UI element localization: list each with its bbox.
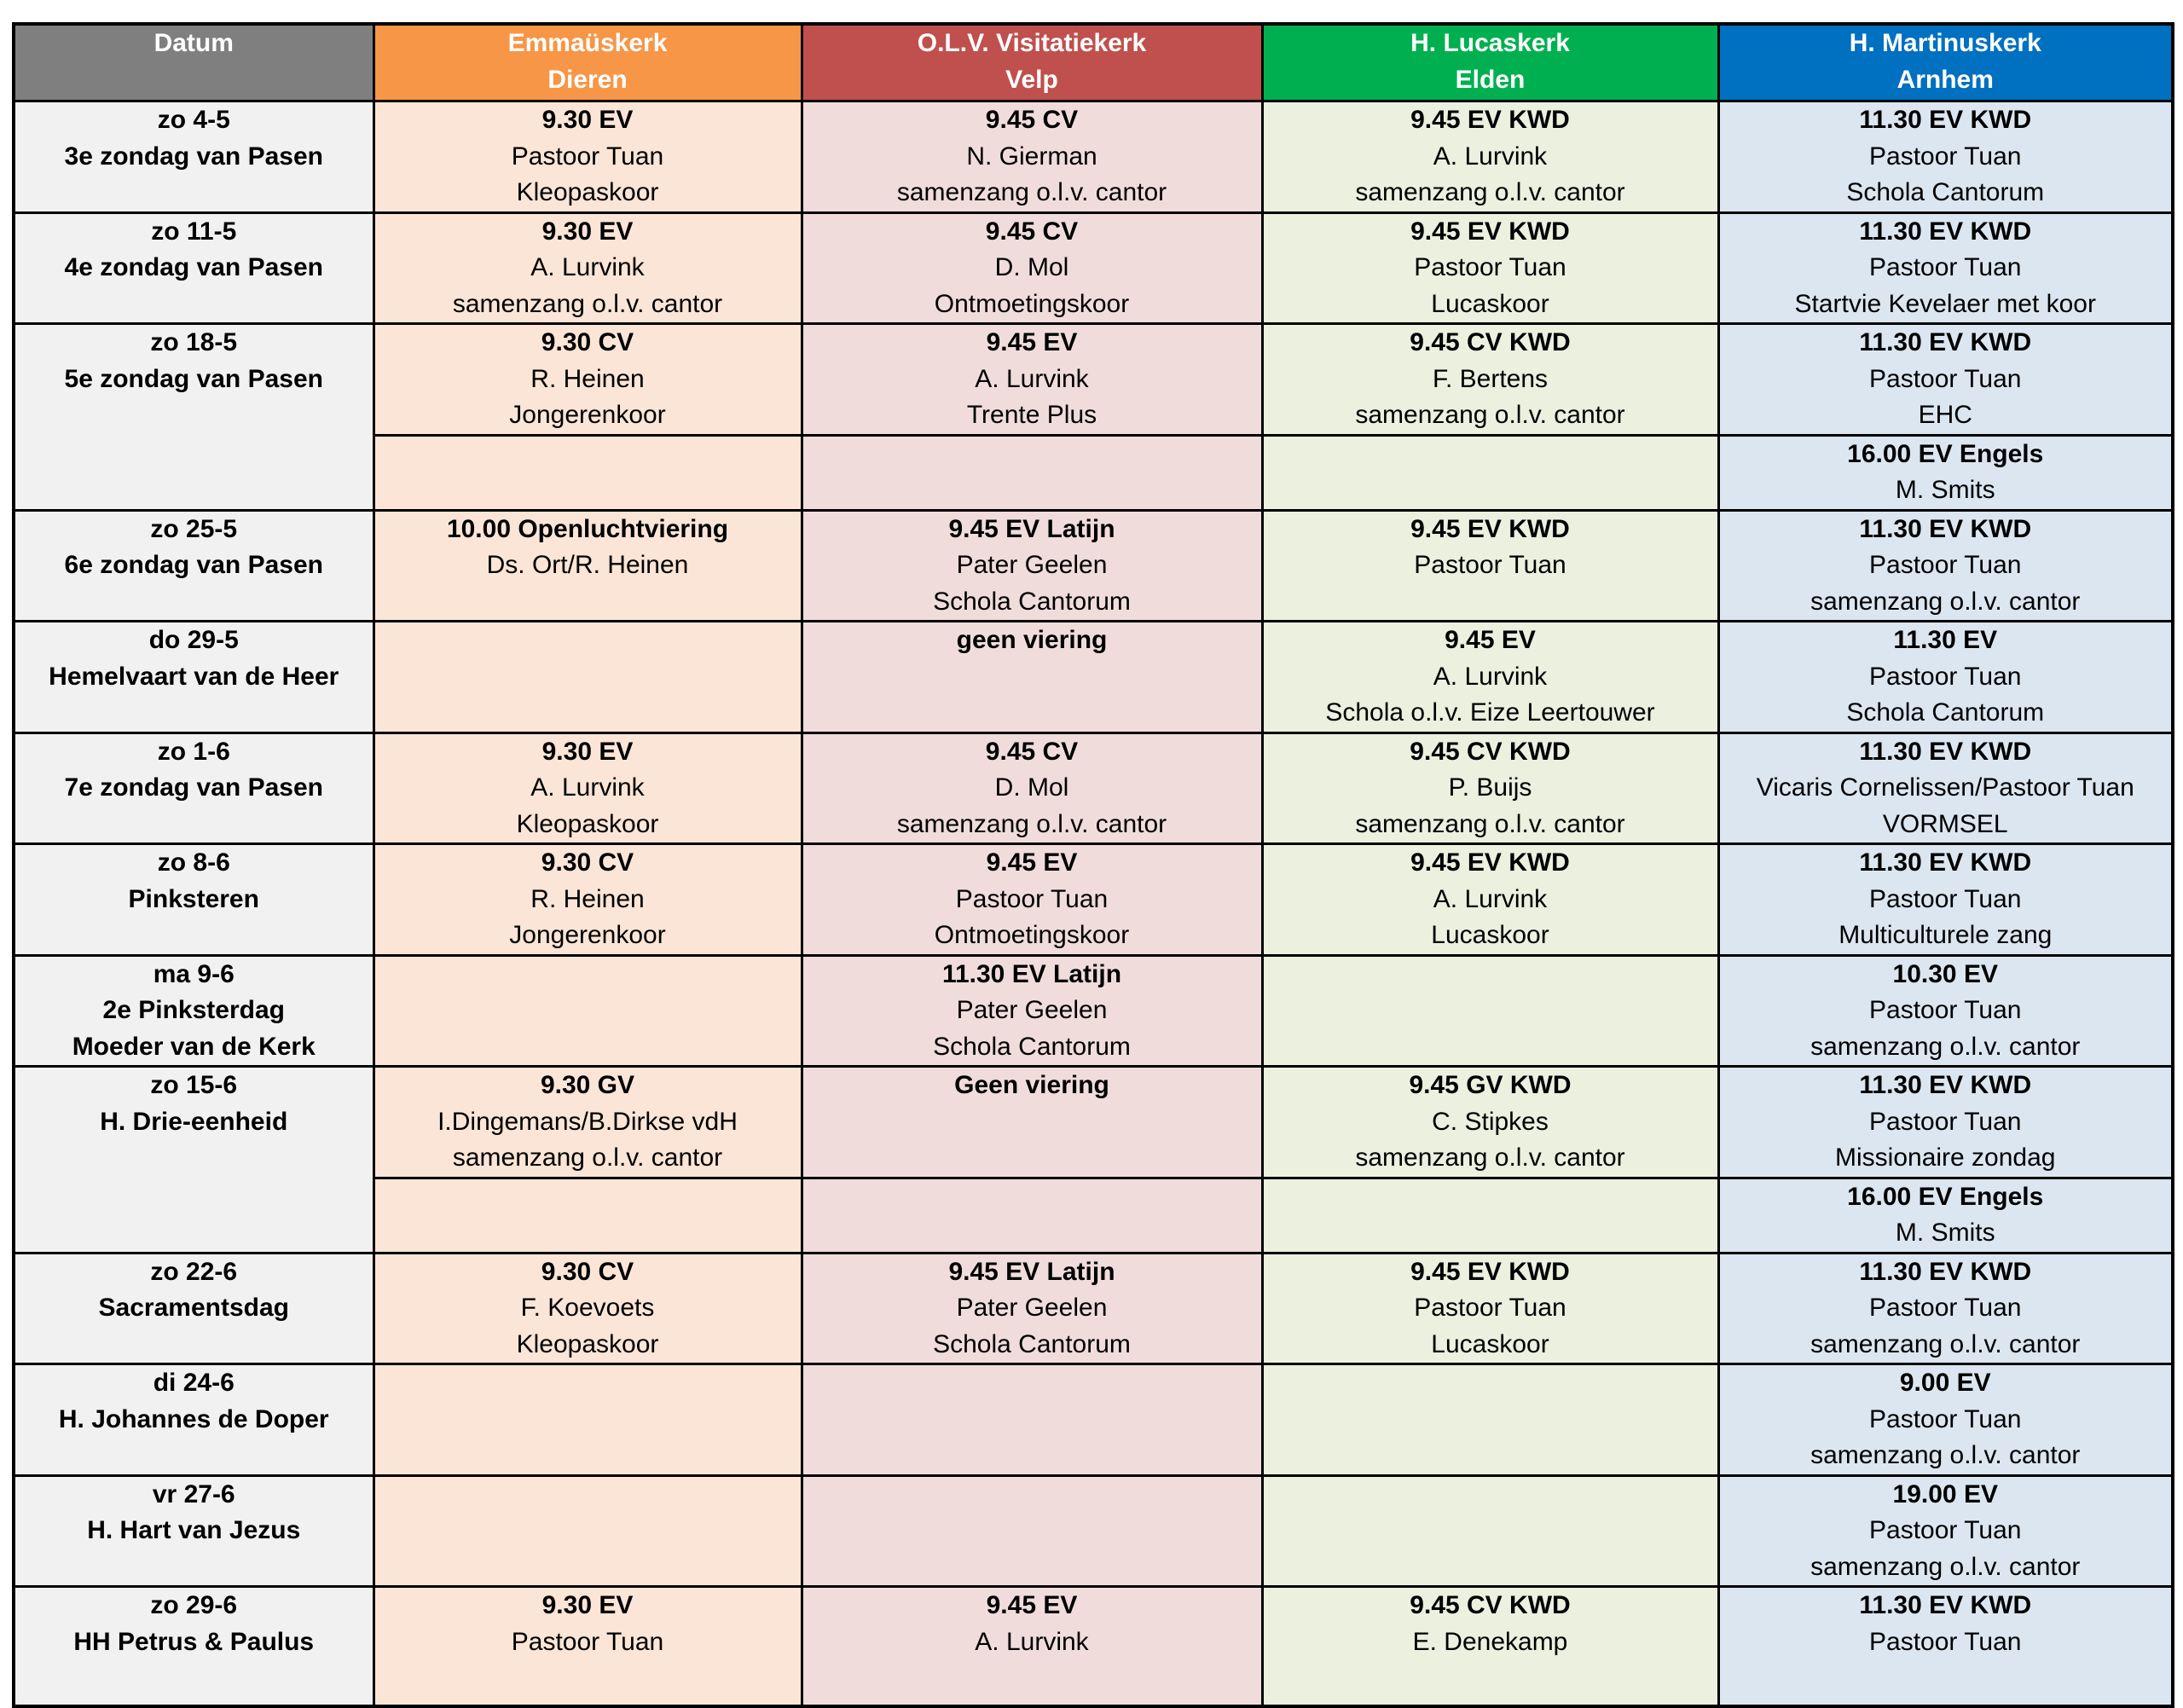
cell-line: Pastoor Tuan xyxy=(1869,142,2022,171)
date-cell xyxy=(14,1253,373,1364)
cell-line: Lucaskoor xyxy=(1431,289,1549,318)
cell-line: samenzang o.l.v. cantor xyxy=(1810,1329,2081,1358)
service-time: 11.30 EV KWD xyxy=(1859,1071,2032,1099)
service-time: 9.45 CV xyxy=(985,737,1079,766)
martinuskerk-cell xyxy=(1718,1067,2173,1178)
cell-line: Jongerenkoor xyxy=(509,921,666,949)
service-time: 9.45 EV Latijn xyxy=(948,1257,1115,1286)
service-time: 9.45 EV KWD xyxy=(1410,514,1570,543)
cell-line: A. Lurvink xyxy=(1433,662,1548,691)
martinuskerk-cell xyxy=(1718,101,2173,213)
cell-line: samenzang o.l.v. cantor xyxy=(1810,1032,2081,1061)
cell-line: samenzang o.l.v. cantor xyxy=(1810,1441,2081,1469)
cell-line: A. Lurvink xyxy=(975,1627,1089,1656)
cell-line: vr 27-6 xyxy=(152,1479,235,1508)
cell-line: H. Drie-eenheid xyxy=(100,1107,288,1136)
lucaskerk-cell xyxy=(1262,324,1718,436)
cell-line: samenzang o.l.v. cantor xyxy=(1355,178,1625,206)
cell-line: A. Lurvink xyxy=(530,253,645,281)
cell-line: 3e zondag van Pasen xyxy=(64,142,323,171)
cell-line: F. Koevoets xyxy=(520,1294,655,1322)
cell-line: Pastoor Tuan xyxy=(1869,884,2022,913)
cell-line: VORMSEL xyxy=(1882,809,2008,838)
cell-line: H. Johannes de Doper xyxy=(58,1404,329,1433)
header-place: Dieren xyxy=(547,65,628,94)
table-row xyxy=(14,622,2173,733)
lucaskerk-cell xyxy=(1262,510,1718,622)
martinuskerk-cell xyxy=(1718,1178,2173,1253)
lucaskerk-cell xyxy=(1262,732,1718,844)
service-time: 9.45 EV xyxy=(1445,626,1536,654)
service-time: 9.45 EV KWD xyxy=(1410,848,1570,877)
cell-line: zo 25-5 xyxy=(150,514,238,543)
service-time: 9.45 EV Latijn xyxy=(948,514,1115,543)
cell-line: Pastoor Tuan xyxy=(1869,364,2022,393)
service-time: 9.30 CV xyxy=(541,328,634,356)
header-place: Elden xyxy=(1455,65,1526,94)
cell-line: samenzang o.l.v. cantor xyxy=(896,809,1167,838)
date-cell xyxy=(14,510,373,622)
cell-line: zo 1-6 xyxy=(157,737,230,766)
table-row xyxy=(14,1475,2173,1587)
cell-line: Schola Cantorum xyxy=(1846,698,2045,727)
cell-line: Schola o.l.v. Eize Leertouwer xyxy=(1325,698,1655,727)
cell-line: samenzang o.l.v. cantor xyxy=(452,289,723,318)
service-time: 11.30 EV KWD xyxy=(1859,737,2032,766)
service-time: 11.30 EV KWD xyxy=(1859,328,2032,356)
date-cell xyxy=(14,101,373,213)
martinuskerk-cell xyxy=(1718,1364,2173,1476)
cell-line: A. Lurvink xyxy=(1433,142,1548,171)
date-cell xyxy=(14,955,373,1067)
martinuskerk-cell xyxy=(1718,324,2173,436)
cell-line: Pastoor Tuan xyxy=(1869,662,2022,691)
cell-line: Pastoor Tuan xyxy=(1869,551,2022,579)
cell-line: 5e zondag van Pasen xyxy=(64,364,323,393)
lucaskerk-cell xyxy=(1262,1364,1718,1476)
cell-line: Pastoor Tuan xyxy=(1869,1107,2022,1136)
martinuskerk-cell xyxy=(1718,1475,2173,1587)
cell-line: samenzang o.l.v. cantor xyxy=(1355,1143,1625,1172)
cell-line: ma 9-6 xyxy=(153,959,235,988)
cell-line: 4e zondag van Pasen xyxy=(64,253,323,281)
emmauskerk-cell xyxy=(373,1475,802,1587)
cell-line: Pastoor Tuan xyxy=(511,142,664,171)
martinuskerk-cell xyxy=(1718,955,2173,1067)
cell-line: Pastoor Tuan xyxy=(1869,996,2022,1024)
table-row xyxy=(14,101,2173,213)
olv-visitatiekerk-cell xyxy=(802,1067,1262,1178)
service-time: 9.45 EV KWD xyxy=(1410,106,1570,134)
cell-line: Kleopaskoor xyxy=(516,1329,659,1358)
cell-line: zo 15-6 xyxy=(150,1071,238,1099)
date-cell xyxy=(14,1364,373,1476)
cell-line: Pastoor Tuan xyxy=(1869,1404,2022,1433)
cell-line: zo 18-5 xyxy=(150,328,238,356)
date-cell xyxy=(14,324,373,511)
martinuskerk-cell xyxy=(1718,844,2173,956)
cell-line: M. Smits xyxy=(1895,476,1995,504)
cell-line: Pastoor Tuan xyxy=(1869,253,2022,281)
cell-line: samenzang o.l.v. cantor xyxy=(1810,587,2081,616)
martinuskerk-cell xyxy=(1718,622,2173,733)
service-time: 9.30 EV xyxy=(541,1591,634,1619)
cell-line: Sacramentsdag xyxy=(98,1294,289,1322)
service-time: 9.30 EV xyxy=(541,106,634,134)
cell-line: zo 4-5 xyxy=(157,106,230,134)
cell-line: 6e zondag van Pasen xyxy=(64,551,323,579)
cell-line: samenzang o.l.v. cantor xyxy=(896,178,1167,206)
header-emmauskerk xyxy=(373,24,802,101)
service-time: Geen viering xyxy=(954,1071,1109,1099)
service-time: 9.30 CV xyxy=(541,1257,634,1286)
header-place: Arnhem xyxy=(1896,65,1994,94)
cell-line: D. Mol xyxy=(994,253,1069,281)
service-time: 9.45 CV KWD xyxy=(1410,328,1571,356)
olv-visitatiekerk-cell xyxy=(802,1587,1262,1707)
cell-line: E. Denekamp xyxy=(1412,1627,1568,1656)
service-time: 9.45 GV KWD xyxy=(1409,1071,1572,1099)
service-time: 9.45 CV xyxy=(985,217,1079,246)
header-line: H. Lucaskerk xyxy=(1410,29,1570,57)
cell-line: Kleopaskoor xyxy=(516,178,659,206)
cell-line: 7e zondag van Pasen xyxy=(64,773,323,802)
martinuskerk-cell xyxy=(1718,435,2173,510)
service-time: 9.45 EV xyxy=(986,328,1078,356)
cell-line: zo 8-6 xyxy=(157,848,230,877)
cell-line: Pastoor Tuan xyxy=(1414,1294,1566,1322)
olv-visitatiekerk-cell xyxy=(802,510,1262,622)
cell-line: Pinksteren xyxy=(128,884,259,913)
emmauskerk-cell xyxy=(373,1178,802,1253)
cell-line: Pastoor Tuan xyxy=(955,884,1109,913)
emmauskerk-cell xyxy=(373,101,802,213)
olv-visitatiekerk-cell xyxy=(802,844,1262,956)
service-time: 11.30 EV KWD xyxy=(1859,1257,2032,1286)
service-time: 10.30 EV xyxy=(1892,959,1998,988)
table-row xyxy=(14,1067,2173,1178)
cell-line: Lucaskoor xyxy=(1431,1329,1549,1358)
cell-line: A. Lurvink xyxy=(1433,884,1548,913)
date-cell xyxy=(14,1587,373,1707)
date-cell xyxy=(14,1475,373,1587)
date-cell xyxy=(14,622,373,733)
cell-line: Kleopaskoor xyxy=(516,809,659,838)
martinuskerk-cell xyxy=(1718,732,2173,844)
emmauskerk-cell xyxy=(373,622,802,733)
cell-line: Jongerenkoor xyxy=(509,401,666,429)
lucaskerk-cell xyxy=(1262,101,1718,213)
service-time: 16.00 EV Engels xyxy=(1847,439,2044,468)
lucaskerk-cell xyxy=(1262,1067,1718,1178)
cell-line: Ontmoetingskoor xyxy=(934,921,1130,949)
lucaskerk-cell xyxy=(1262,1587,1718,1707)
service-time: 9.45 CV xyxy=(985,106,1079,134)
emmauskerk-cell xyxy=(373,435,802,510)
olv-visitatiekerk-cell xyxy=(802,212,1262,324)
cell-line: Startvie Kevelaer met koor xyxy=(1794,289,2096,318)
lucaskerk-cell xyxy=(1262,1253,1718,1364)
cell-line: R. Heinen xyxy=(530,884,645,913)
cell-line: R. Heinen xyxy=(530,364,645,393)
olv-visitatiekerk-cell xyxy=(802,101,1262,213)
olv-visitatiekerk-cell xyxy=(802,1475,1262,1587)
olv-visitatiekerk-cell xyxy=(802,732,1262,844)
service-time: 9.00 EV xyxy=(1899,1369,1991,1397)
service-time: 11.30 EV KWD xyxy=(1859,848,2032,877)
cell-line: Pastoor Tuan xyxy=(1414,551,1566,579)
martinuskerk-cell xyxy=(1718,1587,2173,1707)
lucaskerk-cell xyxy=(1262,212,1718,324)
cell-line: samenzang o.l.v. cantor xyxy=(1355,401,1625,429)
table-row xyxy=(14,732,2173,844)
table-row xyxy=(14,1253,2173,1364)
olv-visitatiekerk-cell xyxy=(802,955,1262,1067)
table-row xyxy=(14,1587,2173,1707)
service-time: 19.00 EV xyxy=(1892,1479,1998,1508)
cell-line: 2e Pinksterdag xyxy=(102,996,285,1024)
cell-line: Hemelvaart van de Heer xyxy=(49,662,339,691)
cell-line: N. Gierman xyxy=(966,142,1097,171)
cell-line: Moeder van de Kerk xyxy=(72,1032,316,1061)
service-time: 9.45 CV KWD xyxy=(1410,737,1571,766)
cell-line: Vicaris Cornelissen/Pastoor Tuan xyxy=(1756,773,2134,802)
emmauskerk-cell xyxy=(373,212,802,324)
cell-line: Schola Cantorum xyxy=(933,1032,1131,1061)
table-row xyxy=(14,212,2173,324)
cell-line: Pastoor Tuan xyxy=(1869,1627,2022,1656)
olv-visitatiekerk-cell xyxy=(802,1178,1262,1253)
cell-line: samenzang o.l.v. cantor xyxy=(452,1143,723,1172)
cell-line: P. Buijs xyxy=(1448,773,1532,802)
service-time: 9.30 CV xyxy=(541,848,634,877)
service-time: 11.30 EV KWD xyxy=(1859,1591,2032,1619)
cell-line: Schola Cantorum xyxy=(933,587,1131,616)
cell-line: M. Smits xyxy=(1895,1219,1995,1247)
emmauskerk-cell xyxy=(373,844,802,956)
cell-line: samenzang o.l.v. cantor xyxy=(1355,809,1625,838)
emmauskerk-cell xyxy=(373,955,802,1067)
cell-line: Schola Cantorum xyxy=(1846,178,2045,206)
service-time: 11.30 EV KWD xyxy=(1859,514,2032,543)
cell-line: Pater Geelen xyxy=(956,551,1108,579)
cell-line: A. Lurvink xyxy=(975,364,1089,393)
cell-line: zo 11-5 xyxy=(151,217,237,246)
header-olv-visitatiekerk xyxy=(802,24,1262,101)
olv-visitatiekerk-cell xyxy=(802,435,1262,510)
service-time: 9.45 EV KWD xyxy=(1410,1257,1570,1286)
lucaskerk-cell xyxy=(1262,955,1718,1067)
date-cell xyxy=(14,212,373,324)
header-place: Velp xyxy=(1005,65,1058,94)
cell-line: Pastoor Tuan xyxy=(511,1627,664,1656)
cell-line: A. Lurvink xyxy=(530,773,645,802)
martinuskerk-cell xyxy=(1718,1253,2173,1364)
service-time: 16.00 EV Engels xyxy=(1847,1182,2044,1211)
cell-line: Ontmoetingskoor xyxy=(934,289,1130,318)
lucaskerk-cell xyxy=(1262,844,1718,956)
olv-visitatiekerk-cell xyxy=(802,324,1262,436)
cell-line: Ds. Ort/R. Heinen xyxy=(486,551,689,579)
date-cell xyxy=(14,844,373,956)
cell-line: Pastoor Tuan xyxy=(1414,253,1566,281)
emmauskerk-cell xyxy=(373,732,802,844)
service-time: 11.30 EV KWD xyxy=(1859,106,2032,134)
header-line: O.L.V. Visitatiekerk xyxy=(917,29,1147,57)
cell-line: D. Mol xyxy=(994,773,1069,802)
table-row xyxy=(14,844,2173,956)
service-time: 9.45 EV KWD xyxy=(1410,217,1570,246)
header-line: H. Martinuskerk xyxy=(1849,29,2041,57)
cell-line: F. Bertens xyxy=(1432,364,1549,393)
lucaskerk-cell xyxy=(1262,622,1718,733)
cell-line: I.Dingemans/B.Dirkse vdH xyxy=(437,1107,738,1136)
emmauskerk-cell xyxy=(373,1364,802,1476)
service-time: 11.30 EV KWD xyxy=(1859,217,2032,246)
date-cell xyxy=(14,1067,373,1253)
cell-line: C. Stipkes xyxy=(1432,1107,1549,1136)
service-time: 9.30 EV xyxy=(541,737,634,766)
header-line: Emmaüskerk xyxy=(507,29,668,57)
cell-line: Pater Geelen xyxy=(956,996,1108,1024)
table-row xyxy=(14,510,2173,622)
cell-line: Pastoor Tuan xyxy=(1869,1294,2022,1322)
header-lucaskerk xyxy=(1262,24,1718,101)
service-time: 9.45 CV KWD xyxy=(1410,1591,1571,1619)
service-time: 11.30 EV Latijn xyxy=(941,959,1122,988)
table-row xyxy=(14,955,2173,1067)
service-time: geen viering xyxy=(956,626,1108,654)
cell-line: Schola Cantorum xyxy=(933,1329,1131,1358)
emmauskerk-cell xyxy=(373,510,802,622)
cell-line: Lucaskoor xyxy=(1431,921,1549,949)
header-line: Datum xyxy=(153,29,234,57)
martinuskerk-cell xyxy=(1718,510,2173,622)
service-time: 9.45 EV xyxy=(986,848,1078,877)
cell-line: do 29-5 xyxy=(148,626,239,654)
emmauskerk-cell xyxy=(373,324,802,436)
schedule-body xyxy=(14,101,2173,1707)
cell-line: samenzang o.l.v. cantor xyxy=(1810,1552,2081,1581)
table-row xyxy=(14,1364,2173,1476)
cell-line: Trente Plus xyxy=(966,401,1097,429)
date-cell xyxy=(14,732,373,844)
olv-visitatiekerk-cell xyxy=(802,622,1262,733)
lucaskerk-cell xyxy=(1262,1178,1718,1253)
schedule-table xyxy=(12,22,2174,1708)
emmauskerk-cell xyxy=(373,1253,802,1364)
header-row xyxy=(14,24,2173,101)
header-martinuskerk xyxy=(1718,24,2173,101)
emmauskerk-cell xyxy=(373,1587,802,1707)
cell-line: di 24-6 xyxy=(153,1369,235,1397)
service-time: 9.45 EV xyxy=(986,1591,1078,1619)
service-time: 9.30 GV xyxy=(540,1071,635,1099)
cell-line: zo 29-6 xyxy=(150,1591,238,1619)
cell-line: Missionaire zondag xyxy=(1835,1143,2056,1172)
service-time: 9.30 EV xyxy=(541,217,634,246)
cell-line: Multiculturele zang xyxy=(1838,921,2053,949)
martinuskerk-cell xyxy=(1718,212,2173,324)
olv-visitatiekerk-cell xyxy=(802,1364,1262,1476)
service-time: 10.00 Openluchtviering xyxy=(446,514,729,543)
cell-line: zo 22-6 xyxy=(150,1257,238,1286)
olv-visitatiekerk-cell xyxy=(802,1253,1262,1364)
lucaskerk-cell xyxy=(1262,435,1718,510)
cell-line: Pater Geelen xyxy=(956,1294,1108,1322)
header-datum xyxy=(14,24,373,101)
lucaskerk-cell xyxy=(1262,1475,1718,1587)
cell-line: EHC xyxy=(1918,401,1972,429)
cell-line: H. Hart van Jezus xyxy=(87,1516,301,1544)
service-time: 11.30 EV xyxy=(1893,626,1998,654)
emmauskerk-cell xyxy=(373,1067,802,1178)
table-row xyxy=(14,324,2173,436)
cell-line: Pastoor Tuan xyxy=(1869,1516,2022,1544)
cell-line: HH Petrus & Paulus xyxy=(73,1627,315,1656)
